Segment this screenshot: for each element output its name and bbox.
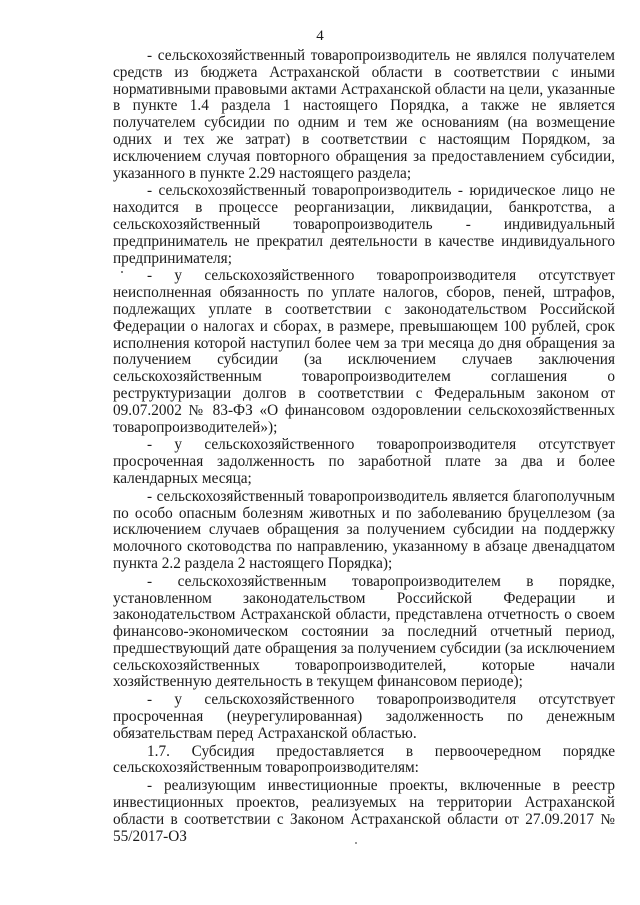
paragraph-investment-projects: - реализующим инвестиционные проекты, включенные в реестр инвестиционных проектов, реализуемых на территории Астраханской области в соответствии с Законом Астраханской области от 27.09.2017 № 55/2017-ОЗ [113,777,615,845]
paragraph-no-tax-debt: - у сельскохозяйственного товаропроизводителя отсутствует неисполненная обязанность по уплате налогов, сборов, пеней, штрафов, подлежащих уплате в соответствии с законодательством Российской Федерации о налогах и сборах, в размере, превышающем 100 рублей, срок исполнения которой наступил более чем за три месяца до дня обращения за получением субсидии (за исключением случаев заключения сельскохозяйственным товаропроизводителем соглашения о реструктуризации долгов в соответствии с Федеральным законом от 09.07.2002 № 83-ФЗ «О финансовом оздоровлении сельскохозяйственных товаропроизводителей»); [113,267,615,436]
paragraph-no-wage-arrears: - у сельскохозяйственного товаропроизводителя отсутствует просроченная задолженность по заработной плате за два и более календарных месяца; [113,436,615,487]
paragraph-animal-health: - сельскохозяйственный товаропроизводитель является благополучным по особо опасным болезням животных и по заболеванию бруцеллезом (за исключением случаев обращения за получением субсидии на поддержку молочного скотоводства по направлению, указанному в абзаце двенадцатом пункта 2.2 раздела 2 настоящего Порядка); [113,487,615,572]
paragraph-reporting-submitted: - сельскохозяйственным товаропроизводителем в порядке, установленном законодательством Российской Федерации и законодательством Астраханской области, представлена отчетность о своем финансово-экономическом состоянии за последний отчетный период, предшествующий дате обращения за получением субсидии (за исключением сельскохозяйственных товаропроизводителей, которые начали хозяйственную деятельность в текущем финансовом периоде); [113,572,615,691]
page-number: 4 [316,28,324,44]
paragraph-section-1-7: 1.7. Субсидия предоставляется в первоочередном порядке сельскохозяйственным товаропроизводителям: [113,742,615,777]
paragraph-no-overdue-obligations: - у сельскохозяйственного товаропроизводителя отсутствует просроченная (неурегулированная) задолженность по денежным обязательствам перед Астраханской областью. [113,691,615,742]
document-body [113,48,615,845]
paragraph-not-recipient: - сельскохозяйственный товаропроизводитель не являлся получателем средств из бюджета Астраханской области в соответствии с иными нормативными правовыми актами Астраханской области на цели, указанные в пункте 1.4 раздела 1 настоящего Порядка, а также не является получателем субсидии по одним и тем же основаниям (на возмещение одних и тех же затрат) в соответствии с настоящим Порядком, за исключением случая повторного обращения за предоставлением субсидии, указанного в пункте 2.29 настоящего раздела; [113,47,615,182]
paragraph-not-in-liquidation: - сельскохозяйственный товаропроизводитель - юридическое лицо не находится в процессе реорганизации, ликвидации, банкротства, а сельскохозяйственный товаропроизводитель - индивидуальный предприниматель не прекратил деятельности в качестве индивидуального предпринимателя; [113,182,615,267]
